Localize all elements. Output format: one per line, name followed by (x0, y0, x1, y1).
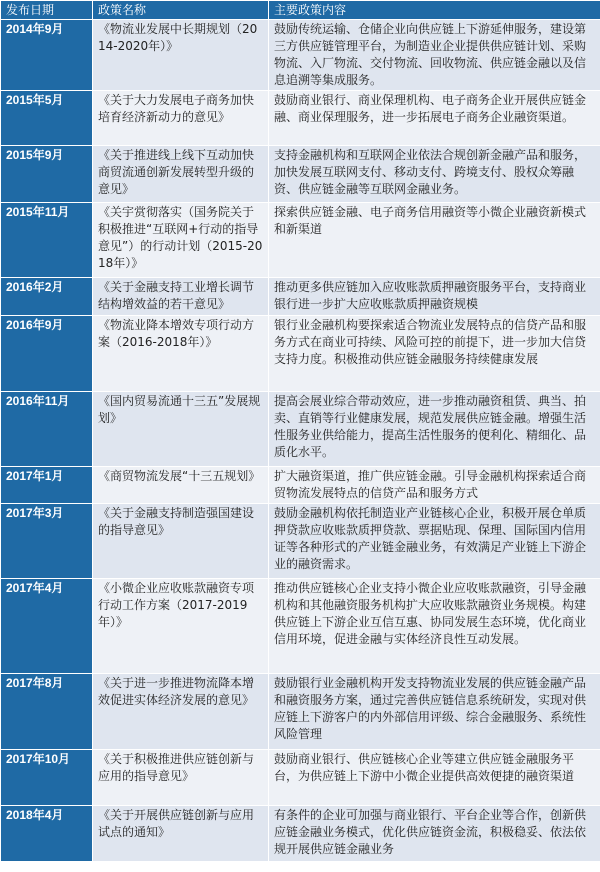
policy-name: 《关于开展供应链创新与应用试点的通知》 (93, 806, 269, 862)
table-row (1, 392, 600, 467)
table-row (1, 467, 600, 504)
policy-name: 《关于积极推进供应链创新与应用的指导意见》 (93, 750, 269, 806)
policy-name: 《关于金融支持工业增长调节结构增效益的若干意见》 (93, 278, 269, 316)
table-row (1, 203, 600, 278)
policy-name: 《关于推进线上线下互动加快商贸流通创新发展转型升级的意见》 (93, 146, 269, 203)
release-date: 2016年2月 (1, 278, 93, 316)
table-row (1, 20, 600, 91)
table-row (1, 674, 600, 750)
table-row (1, 316, 600, 392)
release-date: 2016年9月 (1, 316, 93, 392)
policy-name: 《关于进一步推进物流降本增效促进实体经济发展的意见》 (93, 674, 269, 750)
release-date: 2014年9月 (1, 20, 93, 91)
policy-name: 《关宇赏彻落实（国务院关于积极推进“互联网+行动的指导意见”）的行动计划（2015-2018年）》 (93, 203, 269, 278)
table-row (1, 579, 600, 674)
policy-content: 鼓励商业银行、供应链核心企业等建立供应链金融服务平台，为供应链上下游中小微企业提供高效便捷的融资渠道 (269, 750, 600, 806)
header-policy-content: 主要政策内容 (269, 1, 600, 20)
release-date: 2015年9月 (1, 146, 93, 203)
policy-content: 推动更多供应链加入应收账款质押融资服务平台，支持商业银行进一步扩大应收账款质押融资规模 (269, 278, 600, 316)
policy-content: 支持金融机构和互联网企业依法合规创新金融产品和服务，加快发展互联网支付、移动支付、跨境支付、股权众筹融资、供应链金融等互联网金融业务。 (269, 146, 600, 203)
policy-name: 《物流业降本增效专项行动方案（2016-2018年）》 (93, 316, 269, 392)
release-date: 2017年3月 (1, 504, 93, 579)
release-date: 2017年10月 (1, 750, 93, 806)
release-date: 2015年5月 (1, 91, 93, 146)
release-date: 2017年4月 (1, 579, 93, 674)
release-date: 2018年4月 (1, 806, 93, 862)
policy-content: 鼓励传统运输、仓储企业向供应链上下游延伸服务，建设第三方供应链管理平台，为制造业企业提供供应链计划、采购物流、入厂物流、交付物流、回收物流、供应链金融以及信息追溯等集成服务。 (269, 20, 600, 91)
policy-content: 探索供应链金融、电子商务信用融资等小微企业融资新模式和新渠道 (269, 203, 600, 278)
table-row (1, 146, 600, 203)
policy-content: 有条件的企业可加强与商业银行、平台企业等合作，创新供应链金融业务模式，优化供应链资金流，积极稳妥、依法依规开展供应链金融业务 (269, 806, 600, 862)
table-row (1, 91, 600, 146)
table-row (1, 750, 600, 806)
policy-content: 银行业金融机构要探索适合物流业发展特点的信贷产品和服务方式在商业可持续、风险可控的前提下，进一步加大信贷支持力度。积极推动供应链金融服务持续健康发展 (269, 316, 600, 392)
policy-content: 鼓励金融机构依托制造业产业链核心企业，积极开展仓单质押贷款应收账款质押贷款、票据贴现、保理、国际国内信用证等各种形式的产业链金融业务，有效满足产业链上下游企业的融资需求。 (269, 504, 600, 579)
release-date: 2016年11月 (1, 392, 93, 467)
policy-content: 提高会展业综合带动效应，进一步推动融资租赁、典当、拍卖、直销等行业健康发展，规范发展供应链金融。增强生活性服务业供给能力，提高生活性服务的便利化、精细化、品质化水平。 (269, 392, 600, 467)
release-date: 2017年8月 (1, 674, 93, 750)
policy-name: 《商贸物流发展“十三五规划》 (93, 467, 269, 504)
table-row (1, 278, 600, 316)
header-row (1, 1, 600, 20)
release-date: 2015年11月 (1, 203, 93, 278)
header-date: 发布日期 (1, 1, 93, 20)
policy-name: 《小微企业应收账款融资专项行动工作方案（2017-2019年）》 (93, 579, 269, 674)
policy-content: 推动供应链核心企业支持小微企业应收账款融资，引导金融机构和其他融资服务机构扩大应收账款融资业务规模。构建供应链上下游企业互信互惠、协同发展生态环境，优化商业信用环境，促进金融与实体经济良性互动发展。 (269, 579, 600, 674)
policy-name: 《国内贸易流通十三五”发展规划》 (93, 392, 269, 467)
policy-content: 鼓励商业银行、商业保理机构、电子商务企业开展供应链金融、商业保理服务，进一步拓展电子商务企业融资渠道。 (269, 91, 600, 146)
release-date: 2017年1月 (1, 467, 93, 504)
policy-name: 《关于金融支持制造强国建设的指导意见》 (93, 504, 269, 579)
policy-name: 《关于大力发展电子商务加快培育经济新动力的意见》 (93, 91, 269, 146)
policy-content: 扩大融资渠道，推广供应链金融。引导金融机构探索适合商贸物流发展特点的信贷产品和服务方式 (269, 467, 600, 504)
policy-content: 鼓励银行业金融机构开发支持物流业发展的供应链金融产品和融资服务方案，通过完善供应链信息系统研发，实现对供应链上下游客户的内外部信用评级、综合金融服务、系统性风险管理 (269, 674, 600, 750)
table-row (1, 504, 600, 579)
table-row (1, 806, 600, 862)
policy-name: 《物流业发展中长期规划（2014-2020年）》 (93, 20, 269, 91)
header-policy-name: 政策名称 (93, 1, 269, 20)
